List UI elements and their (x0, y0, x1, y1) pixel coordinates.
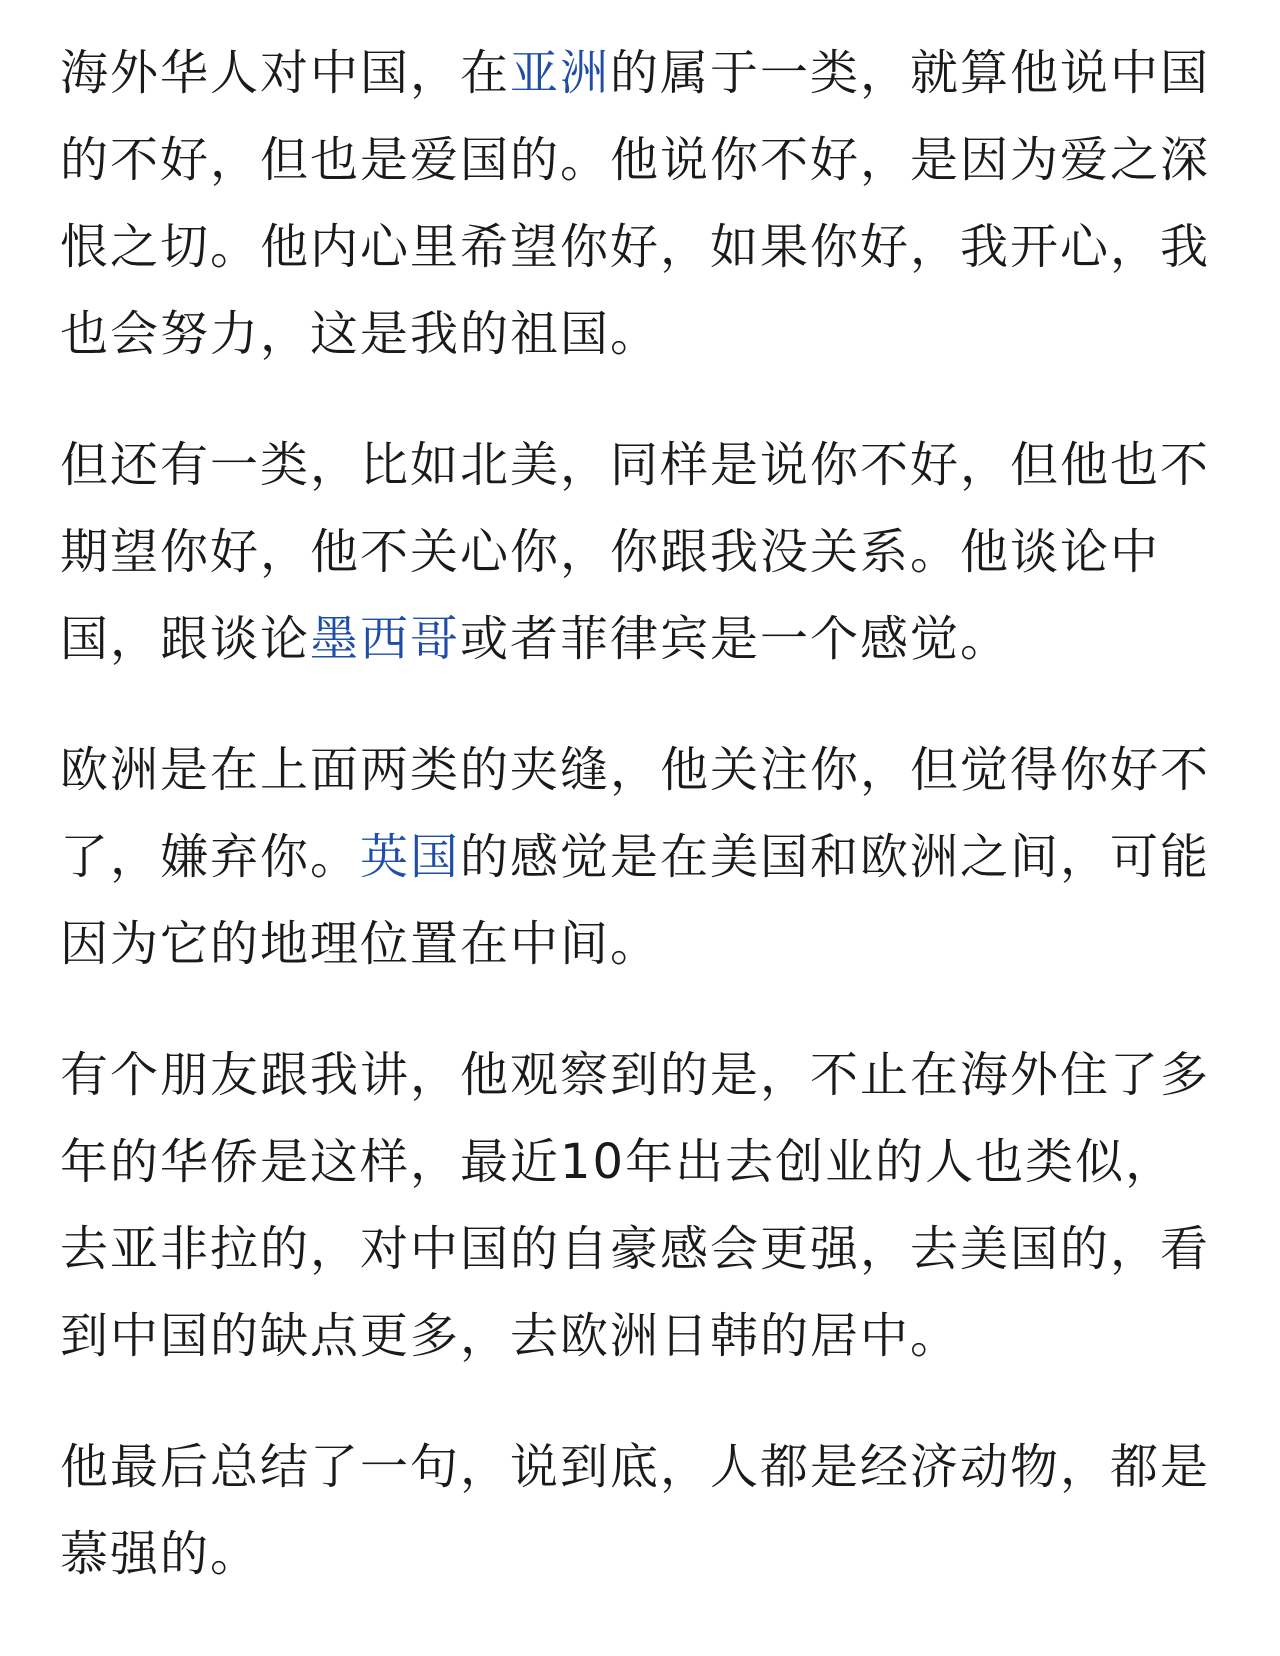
paragraph-3 (60, 727, 1220, 988)
text-segment: 的属于一类，就算他说中国的不好，但也是爱国的。他说你不好，是因为爱之深恨之切。他内心里希望你好，如果你好，我开心，我也会努力，这是我的祖国。 (60, 45, 1211, 362)
link-uk[interactable]: 英国 (360, 829, 461, 885)
text-segment: 有个朋友跟我讲，他观察到的是，不止在海外住了多年的华侨是这样，最近10年出去创业的人也类似，去亚非拉的，对中国的自豪感会更强，去美国的，看到中国的缺点更多，去欧洲日韩的居中。 (60, 1047, 1211, 1364)
text-segment: 或者菲律宾是一个感觉。 (460, 611, 1011, 667)
link-asia[interactable]: 亚洲 (510, 45, 611, 101)
text-segment: 但还有一类，比如北美，同样是说你不好，但他也不期望你好，他不关心你，你跟我没关系。他谈论中国，跟谈论 (60, 437, 1211, 667)
paragraph-2 (60, 422, 1220, 683)
text-segment: 欧洲是在上面两类的夹缝，他关注你，但觉得你好不了，嫌弃你。 (60, 742, 1211, 885)
text-segment: 海外华人对中国，在 (60, 45, 511, 101)
text-segment: 的感觉是在美国和欧洲之间，可能因为它的地理位置在中间。 (60, 829, 1211, 972)
text-segment: 他最后总结了一句，说到底，人都是经济动物，都是慕强的。 (60, 1439, 1211, 1582)
article-body (60, 30, 1220, 1598)
paragraph-5 (60, 1424, 1220, 1598)
paragraph-1 (60, 30, 1220, 378)
link-mexico[interactable]: 墨西哥 (310, 611, 461, 667)
paragraph-4 (60, 1032, 1220, 1380)
